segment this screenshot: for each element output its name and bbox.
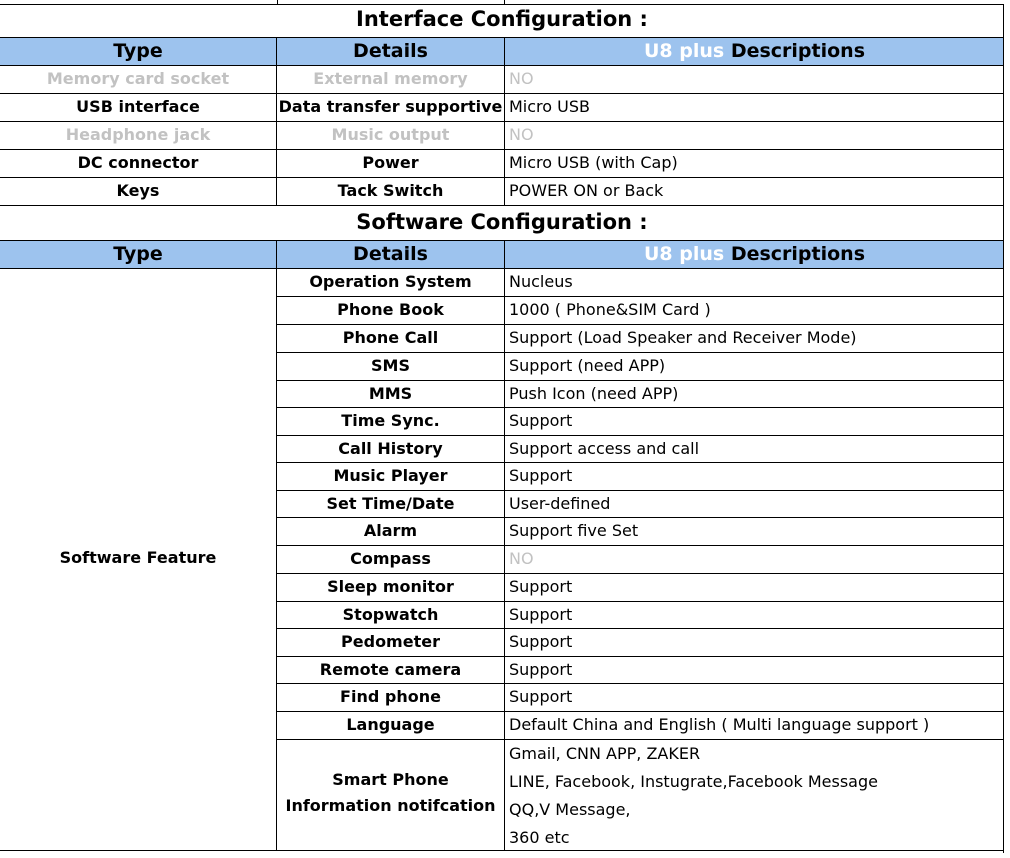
divider bbox=[277, 517, 1004, 518]
details-cell: Power bbox=[362, 153, 419, 172]
details-cell: Remote camera bbox=[319, 660, 462, 679]
details-cell: Sleep monitor bbox=[327, 577, 454, 596]
brand-name: U8 plus bbox=[643, 40, 725, 62]
brand-name: U8 plus bbox=[643, 243, 725, 265]
type-cell: Keys bbox=[116, 181, 160, 200]
details-cell: SMS bbox=[371, 356, 410, 375]
table-row bbox=[0, 324, 1004, 352]
divider bbox=[277, 462, 1004, 463]
divider bbox=[0, 850, 1004, 851]
table-row bbox=[0, 656, 1004, 684]
divider bbox=[277, 601, 1004, 602]
divider bbox=[0, 177, 1004, 178]
table-row bbox=[0, 93, 1004, 121]
divider bbox=[0, 93, 1004, 94]
table-row bbox=[0, 573, 1004, 601]
header-details: Details bbox=[353, 243, 428, 265]
details-cell: Music Player bbox=[333, 466, 448, 485]
details-cell: Data transfer supportive bbox=[278, 97, 503, 116]
table-row bbox=[0, 683, 1004, 711]
description-cell: NO bbox=[509, 69, 534, 88]
description-cell: Support access and call bbox=[509, 439, 700, 458]
divider bbox=[276, 37, 277, 205]
app-line: 360 etc bbox=[509, 828, 570, 847]
app-line: QQ,V Message, bbox=[509, 800, 631, 819]
divider bbox=[277, 324, 1004, 325]
type-cell: Headphone jack bbox=[65, 125, 211, 144]
descriptions-label: Descriptions bbox=[730, 243, 866, 265]
divider bbox=[277, 573, 1004, 574]
table-row bbox=[0, 435, 1004, 463]
table-border bbox=[1003, 4, 1004, 853]
divider bbox=[504, 37, 505, 205]
description-cell: Support bbox=[509, 632, 573, 651]
divider bbox=[0, 205, 1004, 206]
software-title: Software Configuration : bbox=[356, 210, 648, 234]
divider bbox=[0, 240, 1004, 241]
table-row bbox=[0, 407, 1004, 435]
divider bbox=[277, 490, 1004, 491]
table-row bbox=[0, 490, 1004, 518]
divider bbox=[277, 711, 1004, 712]
table-row bbox=[0, 628, 1004, 656]
description-cell: Default China and English ( Multi language support ) bbox=[509, 715, 930, 734]
details-cell: Alarm bbox=[363, 521, 418, 540]
table-row bbox=[0, 517, 1004, 545]
app-line: LINE, Facebook, Instugrate,Facebook Message bbox=[509, 772, 878, 791]
details-cell: Phone Book bbox=[337, 300, 444, 319]
divider bbox=[276, 240, 277, 851]
divider bbox=[0, 268, 1004, 269]
smart-notification-label bbox=[277, 767, 504, 819]
table-row bbox=[0, 296, 1004, 324]
divider bbox=[0, 37, 1004, 38]
details-cell: Call History bbox=[338, 439, 443, 458]
table-row bbox=[0, 268, 1004, 296]
header-descriptions bbox=[505, 37, 1004, 65]
details-cell: Phone Call bbox=[342, 328, 439, 347]
details-cell: Time Sync. bbox=[341, 411, 440, 430]
details-cell: Compass bbox=[350, 549, 431, 568]
details-cell: Operation System bbox=[309, 272, 472, 291]
description-cell: Micro USB bbox=[509, 97, 590, 116]
descriptions-label: Descriptions bbox=[730, 40, 866, 62]
header-type: Type bbox=[113, 40, 163, 62]
description-cell: Support bbox=[509, 466, 573, 485]
details-cell: Find phone bbox=[340, 687, 441, 706]
details-cell: Music output bbox=[331, 125, 450, 144]
description-cell: 1000 ( Phone&SIM Card ) bbox=[509, 300, 711, 319]
header-descriptions bbox=[505, 240, 1004, 268]
details-cell: Stopwatch bbox=[342, 605, 439, 624]
divider bbox=[277, 352, 1004, 353]
type-cell: Memory card socket bbox=[46, 69, 230, 88]
description-cell: Support bbox=[509, 687, 573, 706]
app-line: Gmail, CNN APP, ZAKER bbox=[509, 744, 701, 763]
smart-notification-apps bbox=[509, 740, 999, 852]
smart-label-line2: Information notifcation bbox=[285, 796, 496, 815]
divider bbox=[277, 545, 1004, 546]
divider bbox=[277, 407, 1004, 408]
divider bbox=[277, 296, 1004, 297]
table-row bbox=[0, 711, 1004, 739]
description-cell: Support five Set bbox=[509, 521, 639, 540]
details-cell: MMS bbox=[368, 384, 413, 403]
divider bbox=[504, 240, 505, 851]
divider bbox=[277, 380, 1004, 381]
details-cell: External memory bbox=[313, 69, 468, 88]
divider bbox=[277, 739, 1004, 740]
table-row bbox=[0, 352, 1004, 380]
table-row bbox=[0, 121, 1004, 149]
details-cell: Language bbox=[346, 715, 435, 734]
header-details: Details bbox=[353, 40, 428, 62]
description-cell: Support bbox=[509, 660, 573, 679]
interface-title: Interface Configuration : bbox=[356, 7, 648, 31]
software-feature-type-cell: Software Feature bbox=[59, 548, 217, 567]
table-row bbox=[0, 601, 1004, 629]
description-cell: Support bbox=[509, 577, 573, 596]
type-cell: USB interface bbox=[76, 97, 200, 116]
type-cell: DC connector bbox=[77, 153, 199, 172]
divider bbox=[277, 656, 1004, 657]
divider bbox=[277, 435, 1004, 436]
description-cell: NO bbox=[509, 125, 534, 144]
table-row bbox=[0, 545, 1004, 573]
table-row bbox=[0, 462, 1004, 490]
description-cell: Support bbox=[509, 411, 573, 430]
description-cell: Push Icon (need APP) bbox=[509, 384, 679, 403]
table-row bbox=[0, 380, 1004, 408]
details-cell: Pedometer bbox=[341, 632, 440, 651]
description-cell: POWER ON or Back bbox=[509, 181, 664, 200]
details-cell: Set Time/Date bbox=[326, 494, 455, 513]
smart-label-line1: Smart Phone bbox=[332, 770, 449, 789]
table-row bbox=[0, 65, 1004, 93]
divider bbox=[277, 628, 1004, 629]
details-cell: Tack Switch bbox=[337, 181, 444, 200]
description-cell: Support bbox=[509, 605, 573, 624]
description-cell: Support (need APP) bbox=[509, 356, 666, 375]
divider bbox=[0, 121, 1004, 122]
description-cell: Micro USB (with Cap) bbox=[509, 153, 678, 172]
divider bbox=[0, 149, 1004, 150]
description-cell: User-defined bbox=[509, 494, 611, 513]
divider bbox=[277, 683, 1004, 684]
description-cell: Support (Load Speaker and Receiver Mode) bbox=[509, 328, 857, 347]
divider bbox=[0, 65, 1004, 66]
description-cell: Nucleus bbox=[509, 272, 573, 291]
software-header-row bbox=[0, 240, 1004, 268]
table-row bbox=[0, 149, 1004, 177]
header-type: Type bbox=[113, 243, 163, 265]
table-row bbox=[0, 177, 1004, 205]
interface-header-row bbox=[0, 37, 1004, 65]
description-cell: NO bbox=[509, 549, 534, 568]
